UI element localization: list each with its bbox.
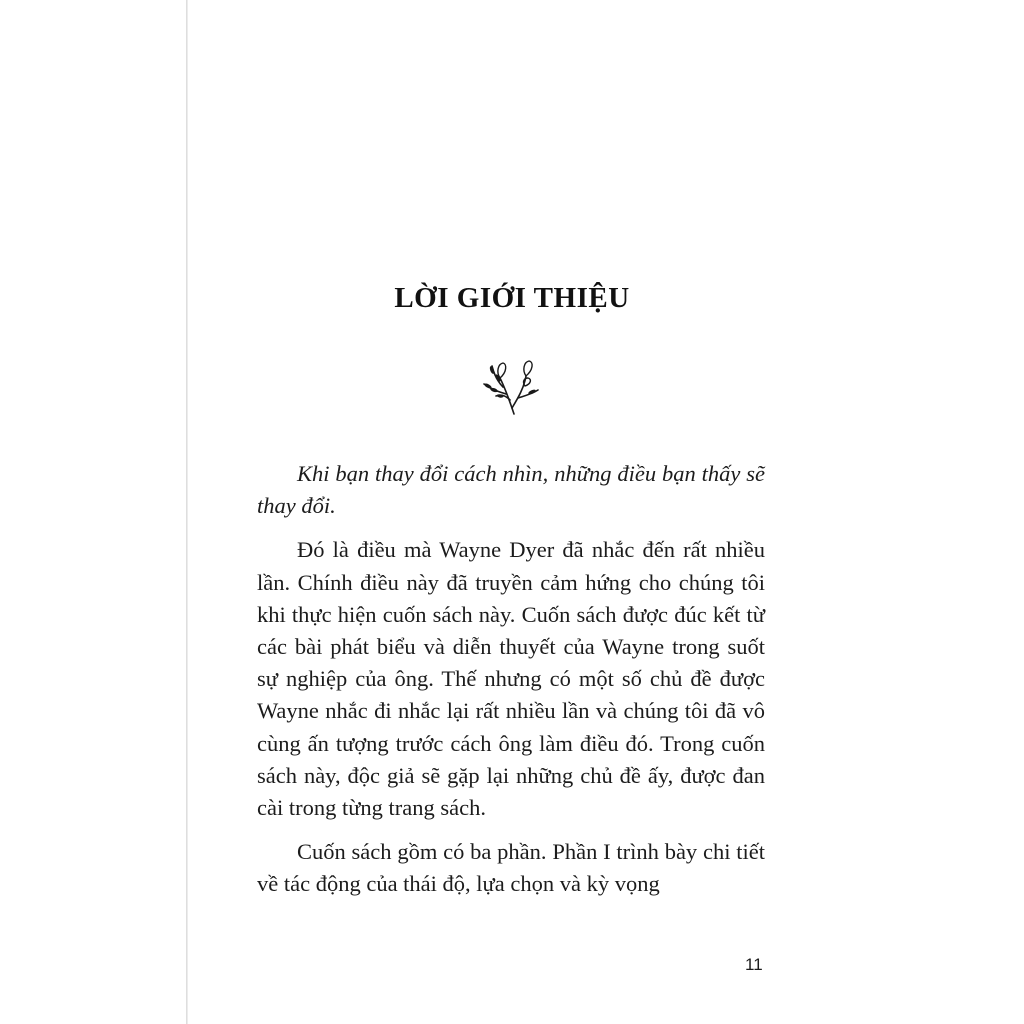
epigraph-paragraph: Khi bạn thay đổi cách nhìn, những điều bạn thấy sẽ thay đổi. [257, 461, 765, 519]
chapter-title: LỜI GIỚI THIỆU [394, 282, 630, 314]
body-paragraph: Đó là điều mà Wayne Dyer đã nhắc đến rất nhiều lần. Chính điều này đã truyền cảm hứng cho chúng tôi khi thực hiện cuốn sách này. Cuốn sách được đúc kết từ các bài phát biểu và diễn thuyết của Wayne trong suốt sự nghiệp của ông. Thế nhưng có một số chủ đề được Wayne nhắc đi nhắc lại rất nhiều lần và chúng tôi đã vô cùng ấn tượng trước cách ông làm điều đó. Trong cuốn sách này, độc giả sẽ gặp lại những chủ đề ấy, được đan cài trong từng trang sách. [257, 537, 765, 821]
page-number: 11 [745, 955, 763, 974]
page-gutter-edge [186, 0, 188, 1024]
body-text [257, 458, 765, 913]
flower-sprig-icon [476, 354, 546, 418]
body-paragraph: Cuốn sách gồm có ba phần. Phần I trình bày chi tiết về tác động của thái độ, lựa chọn và kỳ vọng [257, 839, 765, 897]
